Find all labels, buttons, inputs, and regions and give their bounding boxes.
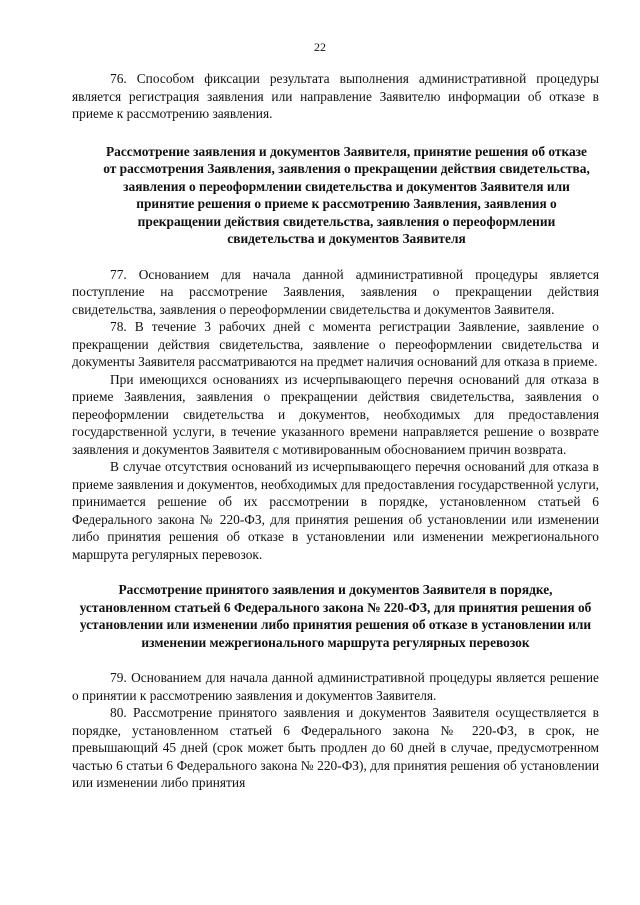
paragraph-80: 80. Рассмотрение принятого заявления и документов Заявителя осуществляется в порядке, установленном статьей 6 Федерального закона № 220-ФЗ, в срок, не превышающий 45 дней (срок может быть продлен до 60 дней в случае, предусмотренном частью 6 статьи 6 Федерального закона № 220-ФЗ), для принятия решения об установлении или изменении либо принятия xyxy=(72,705,599,790)
page-content xyxy=(72,70,599,792)
section-heading-review: Рассмотрение заявления и документов Заявителя, принятие решения об отказе от рассмотрения Заявления, заявления о прекращении действия свидетельства, заявления о переоформлении свидетельства и документов Заявителя или принятие решения о приеме к рассмотрению Заявления, заявления о прекращении действия свидетельства, заявления о переоформлении свидетельства и документов Заявителя xyxy=(103,143,590,246)
section-heading-route: Рассмотрение принятого заявления и документов Заявителя в порядке, установленном статьей 6 Федерального закона № 220-ФЗ, для принятия решения об установлении или изменении либо принятия решения об отказе в установлении или изменении межрегионального маршрута регулярных перевозок xyxy=(79,582,592,650)
paragraph-78-no-grounds: В случае отсутствия оснований из исчерпывающего перечня оснований для отказа в приеме заявления и документов, необходимых для предоставления государственной услуги, принимается решение об их рассмотрении в порядке, установленном статьей 6 Федерального закона № 220-ФЗ, для принятия решения об установлении или изменении либо принятия решения об отказе в установлении или изменении межрегионального маршрута регулярных перевозок. xyxy=(72,459,599,562)
paragraph-77: 77. Основанием для начала данной административной процедуры является поступление на рассмотрение Заявления, заявления о прекращении действия свидетельства, заявления о переоформлении свидетельства и документов Заявителя. xyxy=(72,266,599,317)
paragraph-76: 76. Способом фиксации результата выполнения административной процедуры является регистрация заявления или направление Заявителю информации об отказе в приеме к рассмотрению заявления. xyxy=(72,71,599,121)
paragraph-79: 79. Основанием для начала данной административной процедуры является решение о принятии к рассмотрению заявления и документов Заявителя. xyxy=(72,670,599,703)
page-number: 22 xyxy=(314,40,326,54)
paragraph-78: 78. В течение 3 рабочих дней с момента регистрации Заявление, заявление о прекращении действия свидетельства, заявление о переоформлении свидетельства и документы Заявителя рассматриваются на предмет наличия оснований для отказа в приеме. xyxy=(72,319,599,369)
paragraph-78-grounds: При имеющихся основаниях из исчерпывающего перечня оснований для отказа в приеме Заявления, заявления о прекращении действия свидетельства, заявления о переоформлении свидетельства и документов, необходимых для предоставления государственной услуги, в течение указанного времени направляется решение о возврате заявления и документов Заявителя с мотивированным обоснованием причин возврата. xyxy=(72,371,599,457)
